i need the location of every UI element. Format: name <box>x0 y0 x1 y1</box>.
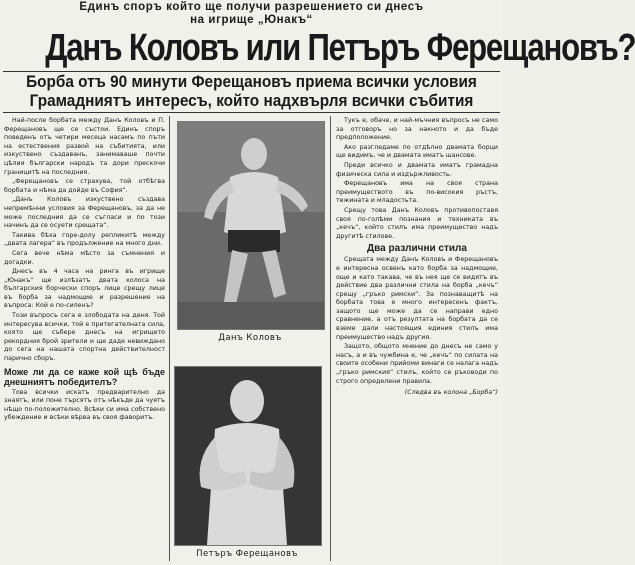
column-divider-left <box>169 116 170 561</box>
left-column <box>4 117 165 424</box>
left-paragraph: Този въпросъ сега е злободата на деня. Той интересува всички, той е притегателната сила, която ще събере днесъ на игрището рекордния брой зрители и ще даде невиждано до сега на нашата спортна действителност парично сборъ. <box>4 312 165 363</box>
wrestler-photo-2-illustration <box>175 367 321 545</box>
right-subhead: Два различни стила <box>367 243 467 255</box>
column-divider-right <box>330 116 331 561</box>
left-paragraph: Днесъ въ 4 часа на ринга въ игрище „Юнакъ“ ще излѣзатъ двата колоса на българския борчески споръ лице срещу лице въ борба за надмощие и разрешение на въпроса: Кой е по-силенъ? <box>4 268 165 310</box>
left-paragraph: „Ферещановъ се страхува, той отбѣгва борбата и нѣма да дойде въ София“. <box>4 178 165 194</box>
subheadline-2: Грамадниятъ интересъ, който надхвърля всички събития <box>29 92 474 110</box>
right-paragraph: Ферещановъ има на своя страна преимуществото въ по-високия ръстъ, тежината и младостьта. <box>336 180 498 205</box>
photo-dan-kolov <box>177 121 325 330</box>
right-paragraph: Преди всичко и двамата иматъ грамадна физическа сила и издържливость. <box>336 161 498 178</box>
left-subhead: Може ли да се каже кой щѣ бъде днешниятъ победителъ? <box>4 366 165 387</box>
right-paragraph: Срещу това Данъ Коловъ противопоставя своя по-голѣми познания и техниката въ „кечъ“, който стилъ има преимущество надъ другитѣ стилове. <box>336 206 498 240</box>
right-closing-paragraph: Срещата между Данъ Коловъ и Ферещановъ е интересна освенъ като борба за надмощие, още и като такава, че въ нея ще се видятъ въ действие два различни стила на борба „кечъ“ срещу „гръко римски“. За познаващитѣ на борбата това е много интересенъ фактъ, защото ще може да се направи едно сравнение, а отъ резултата на борбата да се вземе дали настоящия единия стилъ има преимущество надъ другия. <box>336 256 498 341</box>
photo-caption-1: Данъ Коловъ <box>218 333 282 343</box>
left-paragraph: Такива бѣха горе-долу репликитѣ между „двата лагера“ въ продължение на много дни. <box>4 231 165 248</box>
photo-caption-2: Петъръ Ферещановъ <box>196 549 298 559</box>
photo-peter-fereshtanov <box>174 366 322 546</box>
right-column <box>336 117 498 399</box>
right-closing-paragraph: Защото, общото мнение до днесъ не само у насъ, а и въ чужбина е, че „кечъ“ по силата на своите особени прийоми винаги се налага надъ „гръко римския“ стилъ, който се ръководи по строго определени правила. <box>336 343 498 385</box>
left-paragraph: Сега вече нѣма мѣсто за съмнения и догадки. <box>4 249 165 266</box>
left-closing-paragraph: Това всички искатъ предварително да знаятъ, или поне търсятъ отъ нѣкъде да чуятъ нѣщо по-положително. Всѣки си има собствено убеждение и всѣки вѣрва въ своя фаворитъ. <box>4 388 165 422</box>
kicker-line-2: на игрище „Юнакъ“ <box>190 14 313 26</box>
subheadline-rule <box>3 112 500 113</box>
subheadline-1: Борба отъ 90 минути Ферещановъ приема всички условия <box>26 73 477 91</box>
headline: Данъ Коловъ или Петъръ Ферещановъ? <box>45 27 635 69</box>
headline-rule <box>3 71 500 72</box>
left-paragraph: „Данъ Коловъ изкуствено създава непремѣнни условия за Ферещановъ, за да не може последния да се съгласи и по този начинъ да се осуети срещата“. <box>4 196 165 230</box>
kicker-line-1: Единъ споръ който ще получи разрешението си днесъ <box>79 1 424 13</box>
continuation-note: (Следва въ колона „Борба“) <box>404 389 498 397</box>
right-paragraph: Ако разгледаме по отдѣлно двамата борци ще видимъ, че и двамата иматъ шансове. <box>336 143 498 160</box>
wrestler-photo-1-illustration <box>178 122 324 329</box>
right-paragraph: Тукъ е, обаче, и най-мъчния въпросъ не само за отговоръ но за накното и да бъде предположение. <box>336 117 498 142</box>
left-paragraph: Най-после борбата между Данъ Коловъ и П. Ферещановъ ще се състои. Единъ споръ поведенъ отъ четири месеца насамъ по пъти на естествения развой на събитията, или изкуствено създаванъ, занимаваше почти цѣлия български народъ та дори прескочи границитѣ на последния. <box>4 117 165 176</box>
